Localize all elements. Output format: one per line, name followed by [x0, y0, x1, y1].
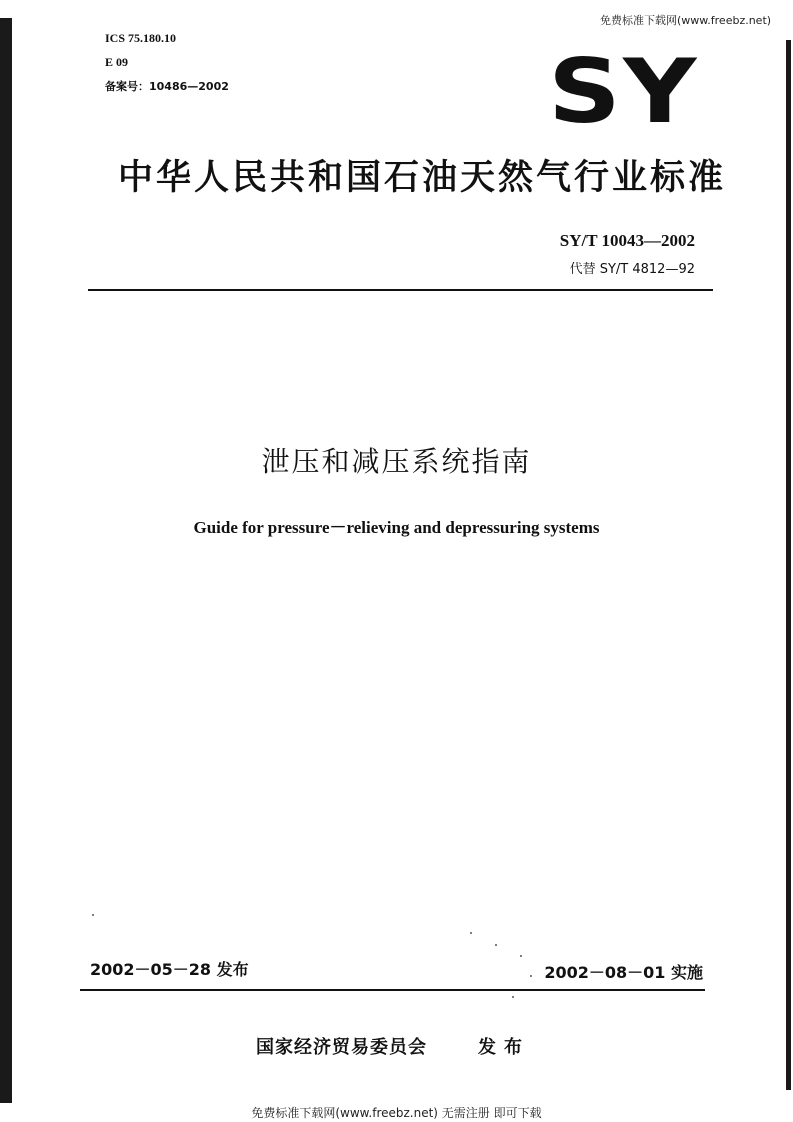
watermark-top: 免费标准下载网(www.freebz.net)	[600, 14, 772, 27]
document-subtitle: Guide for pressure－relieving and depressuring systems	[193, 518, 600, 537]
publisher-action: 发布	[478, 1037, 530, 1058]
standard-code: SY/T 10043—2002	[559, 231, 695, 250]
divider-top	[88, 289, 713, 291]
scan-speck	[92, 914, 94, 916]
scan-speck	[470, 932, 472, 934]
divider-bottom	[80, 989, 705, 991]
replaces-code: 代替 SY/T 4812—92	[569, 262, 695, 277]
scan-edge-right	[786, 40, 791, 1090]
issue-date: 2002－05－28 发布	[90, 960, 249, 979]
scan-speck	[512, 996, 514, 998]
scan-edge-left	[0, 18, 12, 1103]
scan-speck	[520, 955, 522, 957]
scan-speck	[530, 975, 532, 977]
filing-number: 备案号：10486—2002	[105, 80, 229, 93]
sy-logo: SY	[548, 40, 699, 143]
ics-code: ICS 75.180.10	[105, 31, 177, 45]
watermark-bottom: 免费标准下载网(www.freebz.net) 无需注册 即可下载	[251, 1106, 542, 1120]
publisher-name: 国家经济贸易委员会	[256, 1037, 427, 1058]
standard-title: 中华人民共和国石油天然气行业标准	[118, 158, 727, 198]
classification-code: E 09	[105, 55, 129, 69]
effective-date: 2002－08－01 实施	[544, 963, 703, 982]
scan-speck	[495, 944, 497, 946]
document-title: 泄压和减压系统指南	[261, 445, 532, 478]
